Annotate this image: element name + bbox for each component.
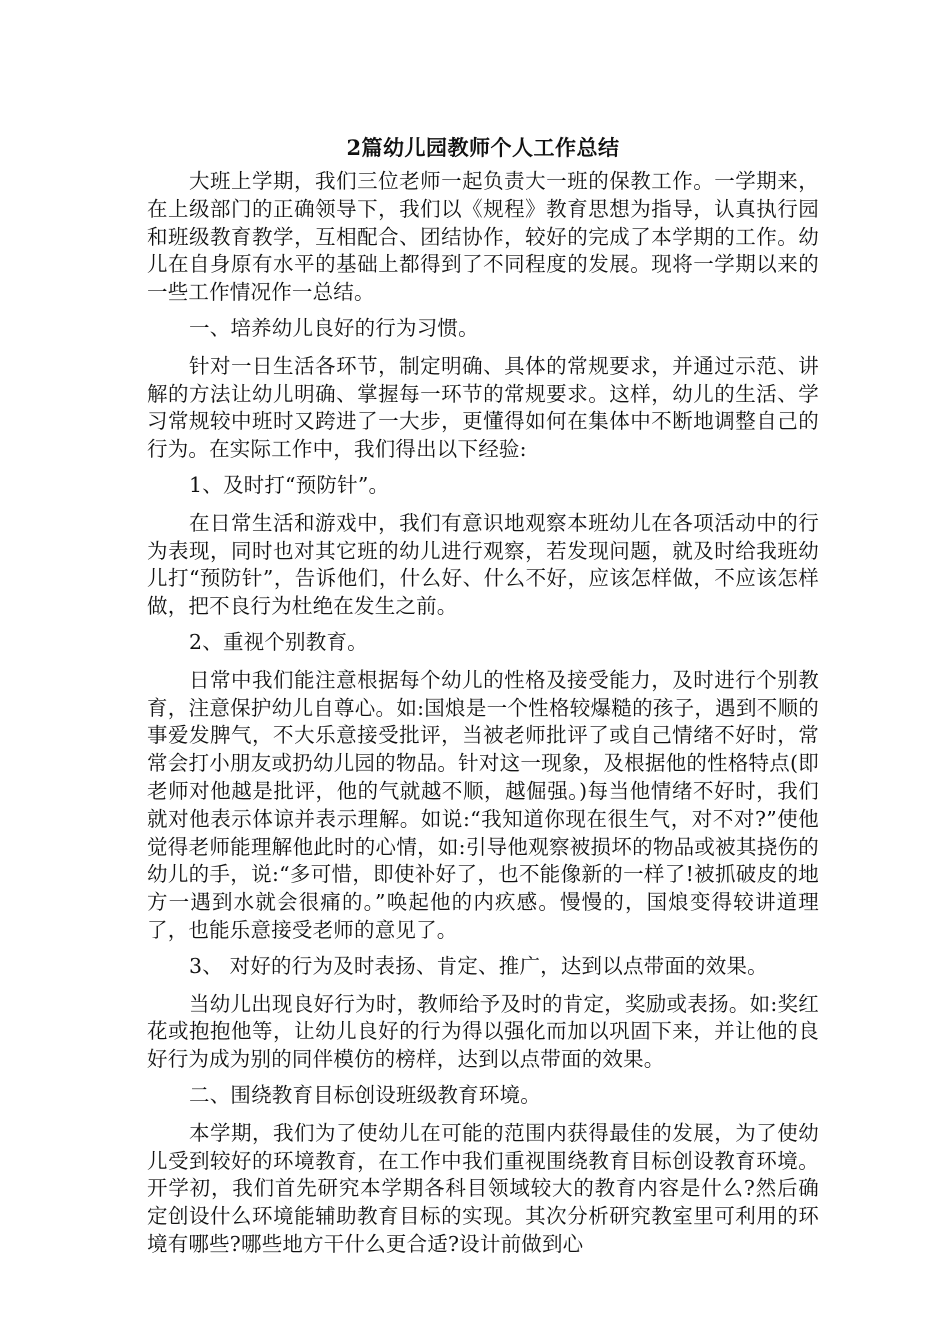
paragraph-environment: 本学期，我们为了使幼儿在可能的范围内获得最佳的发展，为了使幼儿受到较好的环境教育，在工作中我们重视围绕教育目标创设教育环境。开学初，我们首先研究本学期各科目领域较大的教育内容是什么?然后确定创设什么环境能辅助教育目标的实现。其次分析研究教室里可利用的环境有哪些?哪些地方干什么更合适?设计前做到心 xyxy=(147,1120,819,1256)
paragraph-routine: 针对一日生活各环节，制定明确、具体的常规要求，并通过示范、讲解的方法让幼儿明确、掌握每一环节的常规要求。这样，幼儿的生活、学习常规较中班时又跨进了一大步，更懂得如何在集体中不断地调整自己的行为。在实际工作中，我们得出以下经验: xyxy=(147,353,819,462)
paragraph-praise: 当幼儿出现良好行为时，教师给予及时的肯定，奖励或表扬。如:奖红花或抱抱他等，让幼儿良好的行为得以强化而加以巩固下来，并让他的良好行为成为别的同伴模仿的榜样，达到以点带面的效果。 xyxy=(147,991,819,1072)
subheading-2: 2、重视个别教育。 xyxy=(189,629,368,654)
document-body xyxy=(147,132,819,1267)
section-heading-2: 二、围绕教育目标创设班级教育环境。 xyxy=(189,1082,541,1107)
paragraph-intro: 大班上学期，我们三位老师一起负责大一班的保教工作。一学期来，在上级部门的正确领导下，我们以《规程》教育思想为指导，认真执行园和班级教育教学，互相配合、团结协作，较好的完成了本学期的工作。幼儿在自身原有水平的基础上都得到了不同程度的发展。现将一学期以来的一些工作情况作一总结。 xyxy=(147,169,819,305)
document-title: 2篇幼儿园教师个人工作总结 xyxy=(346,135,620,160)
paragraph-individual-education: 日常中我们能注意根据每个幼儿的性格及接受能力，及时进行个别教育，注意保护幼儿自尊心。如:国烺是一个性格较爆糙的孩子，遇到不顺的事爱发脾气，不大乐意接受批评，当被老师批评了或自己情绪不好时，常常会打小朋友或扔幼儿园的物品。针对这一现象，及根据他的性格特点(即老师对他越是批评，他的气就越不顺，越倔强。)每当他情绪不好时，我们就对他表示体谅并表示理解。如说:“我知道你现在很生气，对不对?”使他觉得老师能理解他此时的心情，如:引导他观察被损坏的物品或被其挠伤的幼儿的手，说:“多可惜，即使补好了，也不能像新的一样了!被抓破皮的地方一遇到水就会很痛的。”唤起他的内疚感。慢慢的，国烺变得较讲道理了，也能乐意接受老师的意见了。 xyxy=(147,667,819,942)
paragraph-prevention: 在日常生活和游戏中，我们有意识地观察本班幼儿在各项活动中的行为表现，同时也对其它班的幼儿进行观察，若发现问题，就及时给我班幼儿打“预防针”，告诉他们，什么好、什么不好，应该怎样做，不应该怎样做，把不良行为杜绝在发生之前。 xyxy=(147,510,819,619)
section-heading-1: 一、培养幼儿良好的行为习惯。 xyxy=(189,315,479,340)
subheading-1: 1、及时打“预防针”。 xyxy=(189,472,390,497)
subheading-3: 3、 对好的行为及时表扬、肯定、推广，达到以点带面的效果。 xyxy=(189,953,768,978)
